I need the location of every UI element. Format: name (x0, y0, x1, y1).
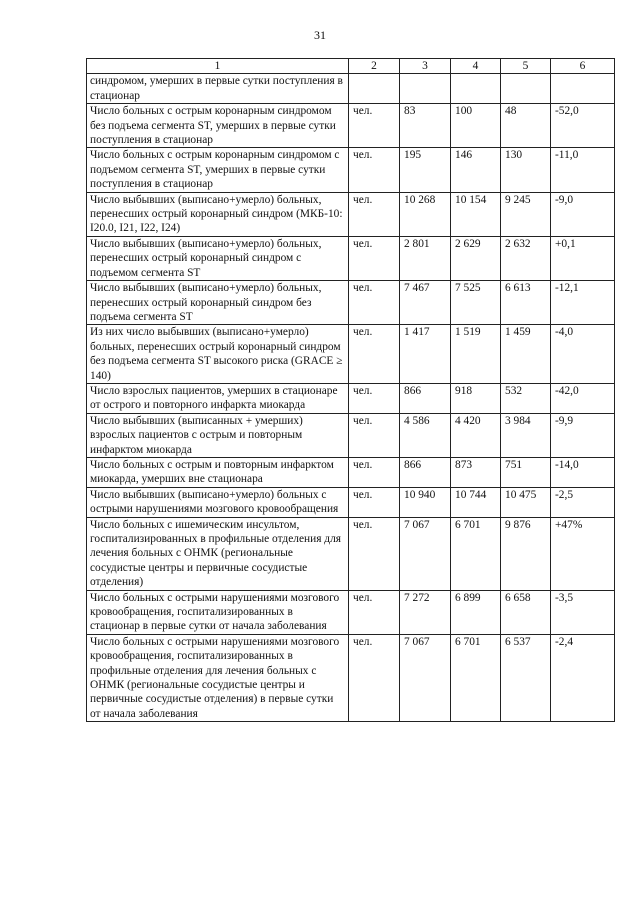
table-row (87, 634, 615, 721)
unit-cell: чел. (349, 590, 400, 634)
change-cell (551, 74, 615, 104)
value-cell-col3: 7 067 (400, 517, 451, 590)
unit-cell: чел. (349, 236, 400, 280)
value-cell-col5: 2 632 (501, 236, 551, 280)
change-cell: -2,4 (551, 634, 615, 721)
indicator-cell: Число больных с острым коронарным синдромом с подъемом сегмента ST, умерших в первые сутки поступления в стационар (87, 148, 349, 192)
value-cell-col4: 100 (451, 104, 501, 148)
table-row (87, 457, 615, 487)
value-cell-col4: 10 154 (451, 192, 501, 236)
indicator-cell: Число выбывших (выписано+умерло) больных, перенесших острый коронарный синдром с подъемом сегмента ST (87, 236, 349, 280)
indicator-cell: Из них число выбывших (выписано+умерло) больных, перенесших острый коронарный синдром без подъема сегмента ST высокого риска (GRACE ≥ 140) (87, 325, 349, 384)
column-header: 1 (87, 59, 349, 74)
indicator-cell: Число больных с острыми нарушениями мозгового кровообращения, госпитализированных в стационар в первые сутки от начала заболевания (87, 590, 349, 634)
change-cell: -12,1 (551, 281, 615, 325)
value-cell-col5: 6 658 (501, 590, 551, 634)
indicator-cell: Число выбывших (выписано+умерло) больных, перенесших острый коронарный синдром (МКБ-10: I20.0, I21, I22, I24) (87, 192, 349, 236)
table-row (87, 236, 615, 280)
value-cell-col5: 130 (501, 148, 551, 192)
indicator-cell: Число выбывших (выписанных + умерших) взрослых пациентов с острым и повторным инфарктом миокарда (87, 413, 349, 457)
table-row (87, 148, 615, 192)
value-cell-col5: 10 475 (501, 487, 551, 517)
change-cell: +47% (551, 517, 615, 590)
page-number: 31 (314, 28, 326, 42)
column-header: 5 (501, 59, 551, 74)
change-cell: -9,0 (551, 192, 615, 236)
value-cell-col3: 866 (400, 457, 451, 487)
value-cell-col5: 532 (501, 383, 551, 413)
indicator-cell: Число больных с острым коронарным синдромом без подъема сегмента ST, умерших в первые сутки поступления в стационар (87, 104, 349, 148)
value-cell-col5: 3 984 (501, 413, 551, 457)
table-row (87, 517, 615, 590)
value-cell-col3: 7 067 (400, 634, 451, 721)
change-cell: -52,0 (551, 104, 615, 148)
unit-cell: чел. (349, 148, 400, 192)
column-header: 2 (349, 59, 400, 74)
value-cell-col5: 751 (501, 457, 551, 487)
value-cell-col5: 6 613 (501, 281, 551, 325)
value-cell-col4: 4 420 (451, 413, 501, 457)
value-cell-col4: 1 519 (451, 325, 501, 384)
indicator-cell: Число больных с острыми нарушениями мозгового кровообращения, госпитализированных в профильные отделения для лечения больных с ОНМК (региональные сосудистые центры и первичные сосудистые отделения) в первые сутки от начала заболевания (87, 634, 349, 721)
table-header-row (87, 59, 615, 74)
change-cell: -4,0 (551, 325, 615, 384)
value-cell-col4: 10 744 (451, 487, 501, 517)
value-cell-col3: 2 801 (400, 236, 451, 280)
value-cell-col5: 48 (501, 104, 551, 148)
indicator-cell: Число выбывших (выписано+умерло) больных, перенесших острый коронарный синдром без подъема сегмента ST (87, 281, 349, 325)
unit-cell: чел. (349, 487, 400, 517)
value-cell-col5: 9 876 (501, 517, 551, 590)
indicator-cell: Число выбывших (выписано+умерло) больных с острыми нарушениями мозгового кровообращения (87, 487, 349, 517)
value-cell-col3 (400, 74, 451, 104)
value-cell-col4: 6 701 (451, 634, 501, 721)
unit-cell: чел. (349, 281, 400, 325)
value-cell-col4: 873 (451, 457, 501, 487)
change-cell: -9,9 (551, 413, 615, 457)
value-cell-col3: 10 268 (400, 192, 451, 236)
value-cell-col4: 2 629 (451, 236, 501, 280)
change-cell: -3,5 (551, 590, 615, 634)
unit-cell: чел. (349, 413, 400, 457)
unit-cell: чел. (349, 383, 400, 413)
column-header: 6 (551, 59, 615, 74)
indicator-cell: Число больных с ишемическим инсультом, госпитализированных в профильные отделения для лечения больных с ОНМК (региональные сосудистые центры и первичные сосудистые отделения) (87, 517, 349, 590)
unit-cell: чел. (349, 104, 400, 148)
value-cell-col3: 7 467 (400, 281, 451, 325)
value-cell-col5: 9 245 (501, 192, 551, 236)
column-header: 3 (400, 59, 451, 74)
value-cell-col3: 10 940 (400, 487, 451, 517)
unit-cell (349, 74, 400, 104)
value-cell-col4: 918 (451, 383, 501, 413)
table-row (87, 192, 615, 236)
change-cell: -42,0 (551, 383, 615, 413)
value-cell-col3: 1 417 (400, 325, 451, 384)
value-cell-col4: 6 899 (451, 590, 501, 634)
table-body (87, 74, 615, 722)
unit-cell: чел. (349, 325, 400, 384)
table-row (87, 590, 615, 634)
value-cell-col3: 83 (400, 104, 451, 148)
unit-cell: чел. (349, 192, 400, 236)
value-cell-col3: 195 (400, 148, 451, 192)
change-cell: -11,0 (551, 148, 615, 192)
value-cell-col5: 1 459 (501, 325, 551, 384)
table-row (87, 104, 615, 148)
indicator-cell: Число больных с острым и повторным инфарктом миокарда, умерших вне стационара (87, 457, 349, 487)
value-cell-col5: 6 537 (501, 634, 551, 721)
value-cell-col3: 4 586 (400, 413, 451, 457)
indicator-cell: Число взрослых пациентов, умерших в стационаре от острого и повторного инфаркта миокарда (87, 383, 349, 413)
indicator-cell: синдромом, умерших в первые сутки поступления в стационар (87, 74, 349, 104)
value-cell-col4 (451, 74, 501, 104)
table-row (87, 413, 615, 457)
value-cell-col3: 866 (400, 383, 451, 413)
table-row (87, 74, 615, 104)
unit-cell: чел. (349, 457, 400, 487)
statistics-table (86, 58, 615, 722)
unit-cell: чел. (349, 517, 400, 590)
table-row (87, 383, 615, 413)
column-header: 4 (451, 59, 501, 74)
value-cell-col4: 6 701 (451, 517, 501, 590)
table-row (87, 325, 615, 384)
value-cell-col3: 7 272 (400, 590, 451, 634)
change-cell: +0,1 (551, 236, 615, 280)
value-cell-col4: 7 525 (451, 281, 501, 325)
table-row (87, 487, 615, 517)
unit-cell: чел. (349, 634, 400, 721)
change-cell: -2,5 (551, 487, 615, 517)
value-cell-col4: 146 (451, 148, 501, 192)
value-cell-col5 (501, 74, 551, 104)
table-row (87, 281, 615, 325)
change-cell: -14,0 (551, 457, 615, 487)
